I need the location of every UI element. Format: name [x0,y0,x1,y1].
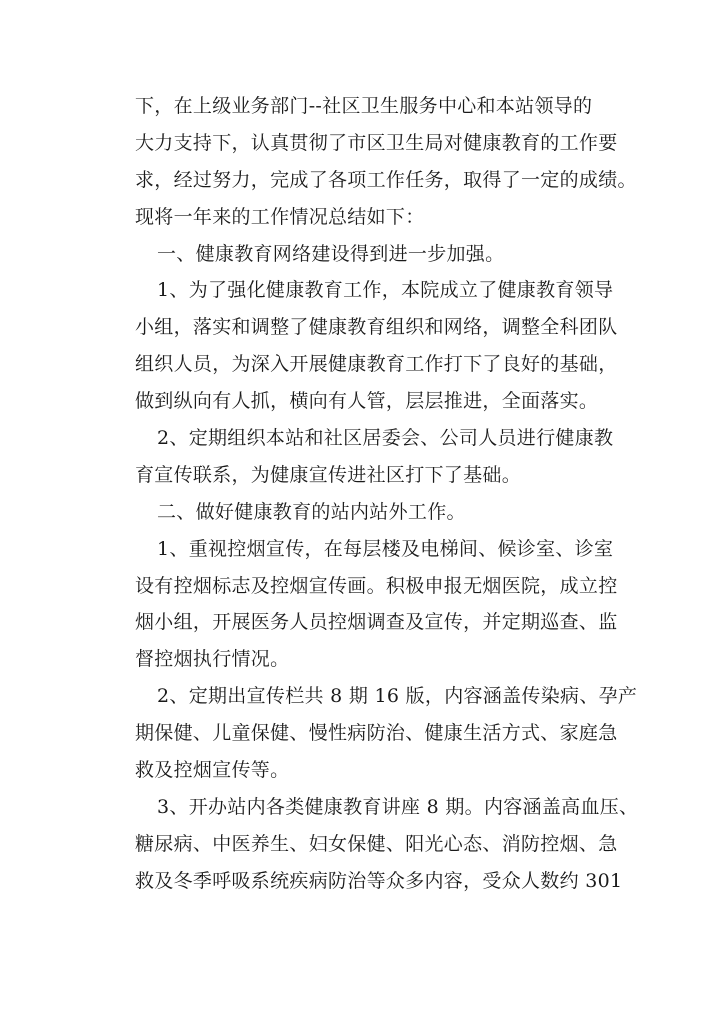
text-line: 1、为了强化健康教育工作，本院成立了健康教育领导 [157,279,614,302]
text-line: 救及控烟宣传等。 [135,759,290,782]
section-heading: 一、健康教育网络建设得到进一步加强。 [157,242,505,265]
text-line: 设有控烟标志及控烟宣传画。积极申报无烟医院，成立控 [135,574,618,597]
text-line: 2、定期出宣传栏共 8 期 16 版，内容涵盖传染病、孕产 [157,685,638,708]
text-line: 育宣传联系，为健康宣传进社区打下了基础。 [135,463,522,486]
text-line: 现将一年来的工作情况总结如下： [135,205,425,228]
text-line: 糖尿病、中医养生、妇女保健、阳光心态、消防控烟、急 [135,832,618,855]
text-line: 督控烟执行情况。 [135,648,290,671]
text-line: 小组，落实和调整了健康教育组织和网络，调整全科团队 [135,316,618,339]
text-line: 期保健、儿童保健、慢性病防治、健康生活方式、家庭急 [135,722,618,745]
section-heading: 二、做好健康教育的站内站外工作。 [157,500,466,523]
text-line: 大力支持下，认真贯彻了市区卫生局对健康教育的工作要 [135,131,618,154]
text-line: 烟小组，开展医务人员控烟调查及宣传，并定期巡查、监 [135,611,618,634]
text-line: 组织人员，为深入开展健康教育工作打下了良好的基础， [135,353,618,376]
body-text [135,88,639,900]
text-line: 1、重视控烟宣传，在每层楼及电梯间、候诊室、诊室 [157,537,614,560]
text-line: 下，在上级业务部门--社区卫生服务中心和本站领导的 [135,95,593,117]
text-line: 求，经过努力，完成了各项工作任务，取得了一定的成绩。 [135,168,637,191]
text-line: 做到纵向有人抓，横向有人管，层层推进，全面落实。 [135,390,599,413]
text-line: 救及冬季呼吸系统疾病防治等众多内容，受众人数约 301 [135,869,623,892]
text-line: 3、开办站内各类健康教育讲座 8 期。内容涵盖高血压、 [157,795,639,818]
text-line: 2、定期组织本站和社区居委会、公司人员进行健康教 [157,427,614,450]
